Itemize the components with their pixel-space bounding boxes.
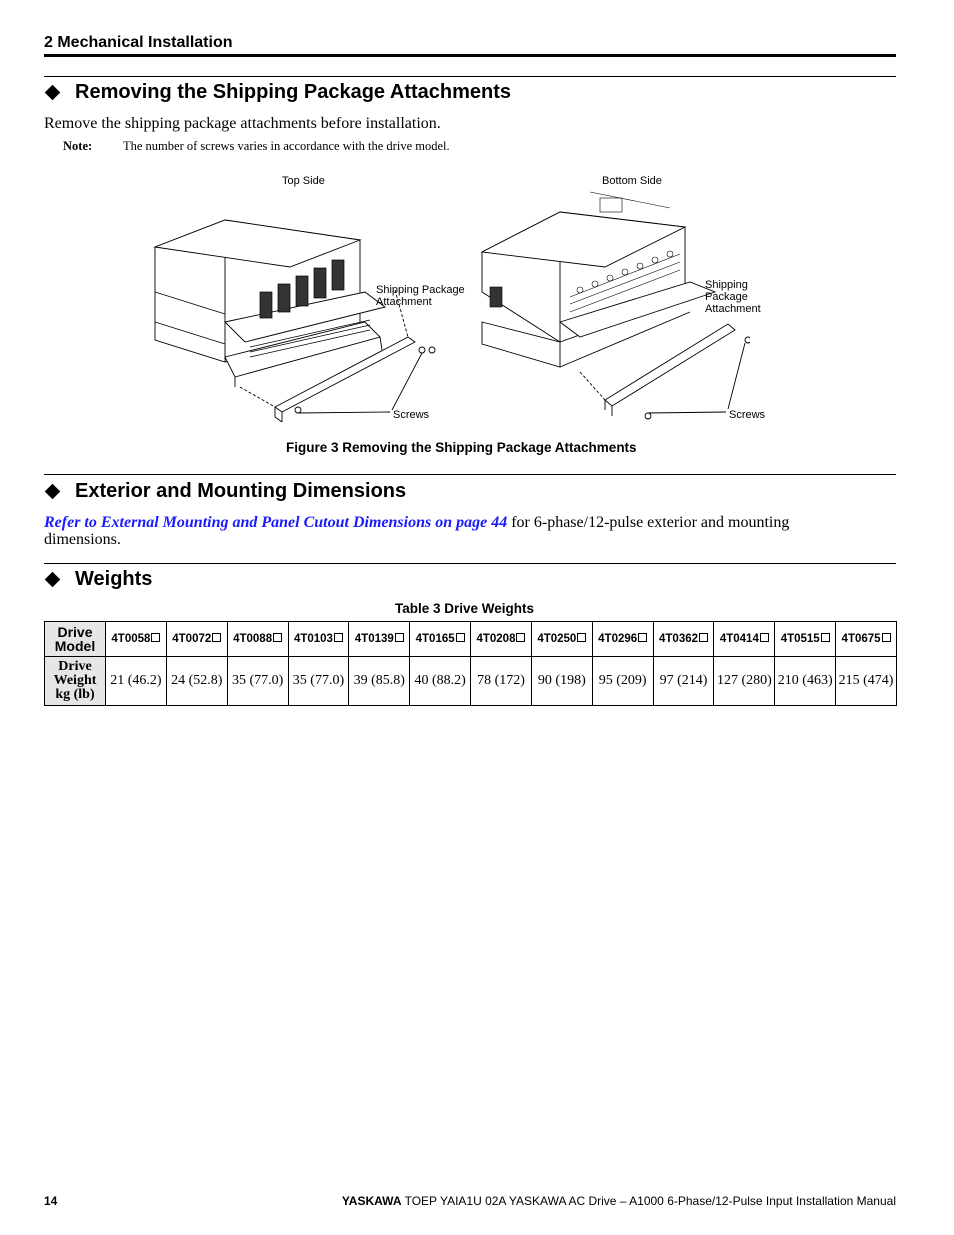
- table-cell-model: 4T0250: [531, 622, 592, 657]
- table-cell-model: 4T0675: [836, 622, 897, 657]
- section-rule: [44, 563, 896, 564]
- label-top-side: Top Side: [282, 175, 325, 187]
- chapter-heading: 2 Mechanical Installation: [44, 34, 233, 51]
- table-cell-model: 4T0058: [106, 622, 167, 657]
- footer-title: TOEP YAIA1U 02A YASKAWA AC Drive – A1000 6-Phase/12-Pulse Input Installation Manual: [401, 1194, 896, 1208]
- row-header-drive-weight: Drive Weight kg (lb): [45, 657, 106, 706]
- section-title: Exterior and Mounting Dimensions: [75, 480, 407, 502]
- table-cell-weight: 35 (77.0): [288, 657, 349, 706]
- section-heading-weights: [44, 568, 152, 591]
- label-left-attachment: [376, 284, 465, 308]
- table-cell-model: 4T0362: [653, 622, 714, 657]
- placeholder-box-icon: [821, 633, 830, 642]
- label-line: Attachment: [705, 303, 761, 315]
- footer-brand: YASKAWA: [341, 1194, 402, 1208]
- table-cell-weight: 78 (172): [471, 657, 532, 706]
- table-cell-weight: 97 (214): [653, 657, 714, 706]
- label-right-screws: Screws: [729, 409, 766, 421]
- table-cell-weight: 95 (209): [592, 657, 653, 706]
- note-label: Note:: [63, 139, 93, 153]
- placeholder-box-icon: [638, 633, 647, 642]
- row-header-drive-model: Drive Model: [45, 622, 106, 657]
- table-cell-weight: 35 (77.0): [227, 657, 288, 706]
- table-caption: Table 3 Drive Weights: [395, 601, 535, 616]
- table-cell-weight: 24 (52.8): [166, 657, 227, 706]
- diamond-bullet-icon: [45, 572, 61, 588]
- placeholder-box-icon: [699, 633, 708, 642]
- placeholder-box-icon: [334, 633, 343, 642]
- placeholder-box-icon: [760, 633, 769, 642]
- body-text-line2: dimensions.: [44, 531, 121, 548]
- table-cell-model: 4T0139: [349, 622, 410, 657]
- dimensions-link[interactable]: Refer to External Mounting and Panel Cutout Dimensions on page 44: [44, 514, 508, 531]
- placeholder-box-icon: [577, 633, 586, 642]
- table-cell-model: 4T0414: [714, 622, 775, 657]
- table-cell-model: 4T0515: [775, 622, 836, 657]
- placeholder-box-icon: [395, 633, 404, 642]
- table-cell-model: 4T0103: [288, 622, 349, 657]
- placeholder-box-icon: [882, 633, 891, 642]
- table-cell-weight: 40 (88.2): [410, 657, 471, 706]
- placeholder-box-icon: [212, 633, 221, 642]
- table-cell-model: 4T0296: [592, 622, 653, 657]
- table-cell-model: 4T0072: [166, 622, 227, 657]
- footer-text: [342, 1194, 896, 1208]
- table-cell-model: 4T0165: [410, 622, 471, 657]
- table-cell-weight: 215 (474): [836, 657, 897, 706]
- table-row-weights: [45, 657, 897, 706]
- header-rule: [44, 54, 896, 57]
- table-cell-weight: 210 (463): [775, 657, 836, 706]
- diamond-bullet-icon: [45, 484, 61, 500]
- section-heading-dimensions: [44, 480, 406, 503]
- section-body: Remove the shipping package attachments before installation.: [44, 115, 441, 132]
- table-cell-weight: 39 (85.8): [349, 657, 410, 706]
- label-bottom-side: Bottom Side: [602, 175, 662, 187]
- diamond-bullet-icon: [45, 85, 61, 101]
- label-left-screws: Screws: [393, 409, 430, 421]
- label-line: Shipping Package: [376, 284, 465, 296]
- table-cell-model: 4T0088: [227, 622, 288, 657]
- label-line: Attachment: [376, 296, 432, 308]
- note: [63, 139, 450, 154]
- note-text: The number of screws varies in accordance with the drive model.: [123, 139, 450, 153]
- section-title: Weights: [75, 568, 153, 590]
- section-rule: [44, 474, 896, 475]
- placeholder-box-icon: [516, 633, 525, 642]
- figure-shipping-attachments: [150, 172, 766, 432]
- drive-weights-table: [44, 621, 897, 706]
- label-line: Shipping Package: [705, 279, 748, 303]
- page-number: 14: [44, 1194, 58, 1208]
- table-cell-weight: 90 (198): [531, 657, 592, 706]
- label-right-attachment: [705, 279, 761, 315]
- placeholder-box-icon: [151, 633, 160, 642]
- placeholder-box-icon: [456, 633, 465, 642]
- table-cell-model: 4T0208: [471, 622, 532, 657]
- body-text: for 6-phase/12-pulse exterior and mounting: [507, 514, 790, 531]
- table-cell-weight: 127 (280): [714, 657, 775, 706]
- placeholder-box-icon: [273, 633, 282, 642]
- figure-caption: Figure 3 Removing the Shipping Package Attachments: [286, 440, 637, 455]
- table-header-row: [45, 622, 897, 657]
- section-title: Removing the Shipping Package Attachments: [75, 81, 512, 103]
- section-body: [44, 514, 789, 548]
- table-cell-weight: 21 (46.2): [106, 657, 167, 706]
- section-heading-shipping: [44, 81, 511, 104]
- section-rule: [44, 76, 896, 77]
